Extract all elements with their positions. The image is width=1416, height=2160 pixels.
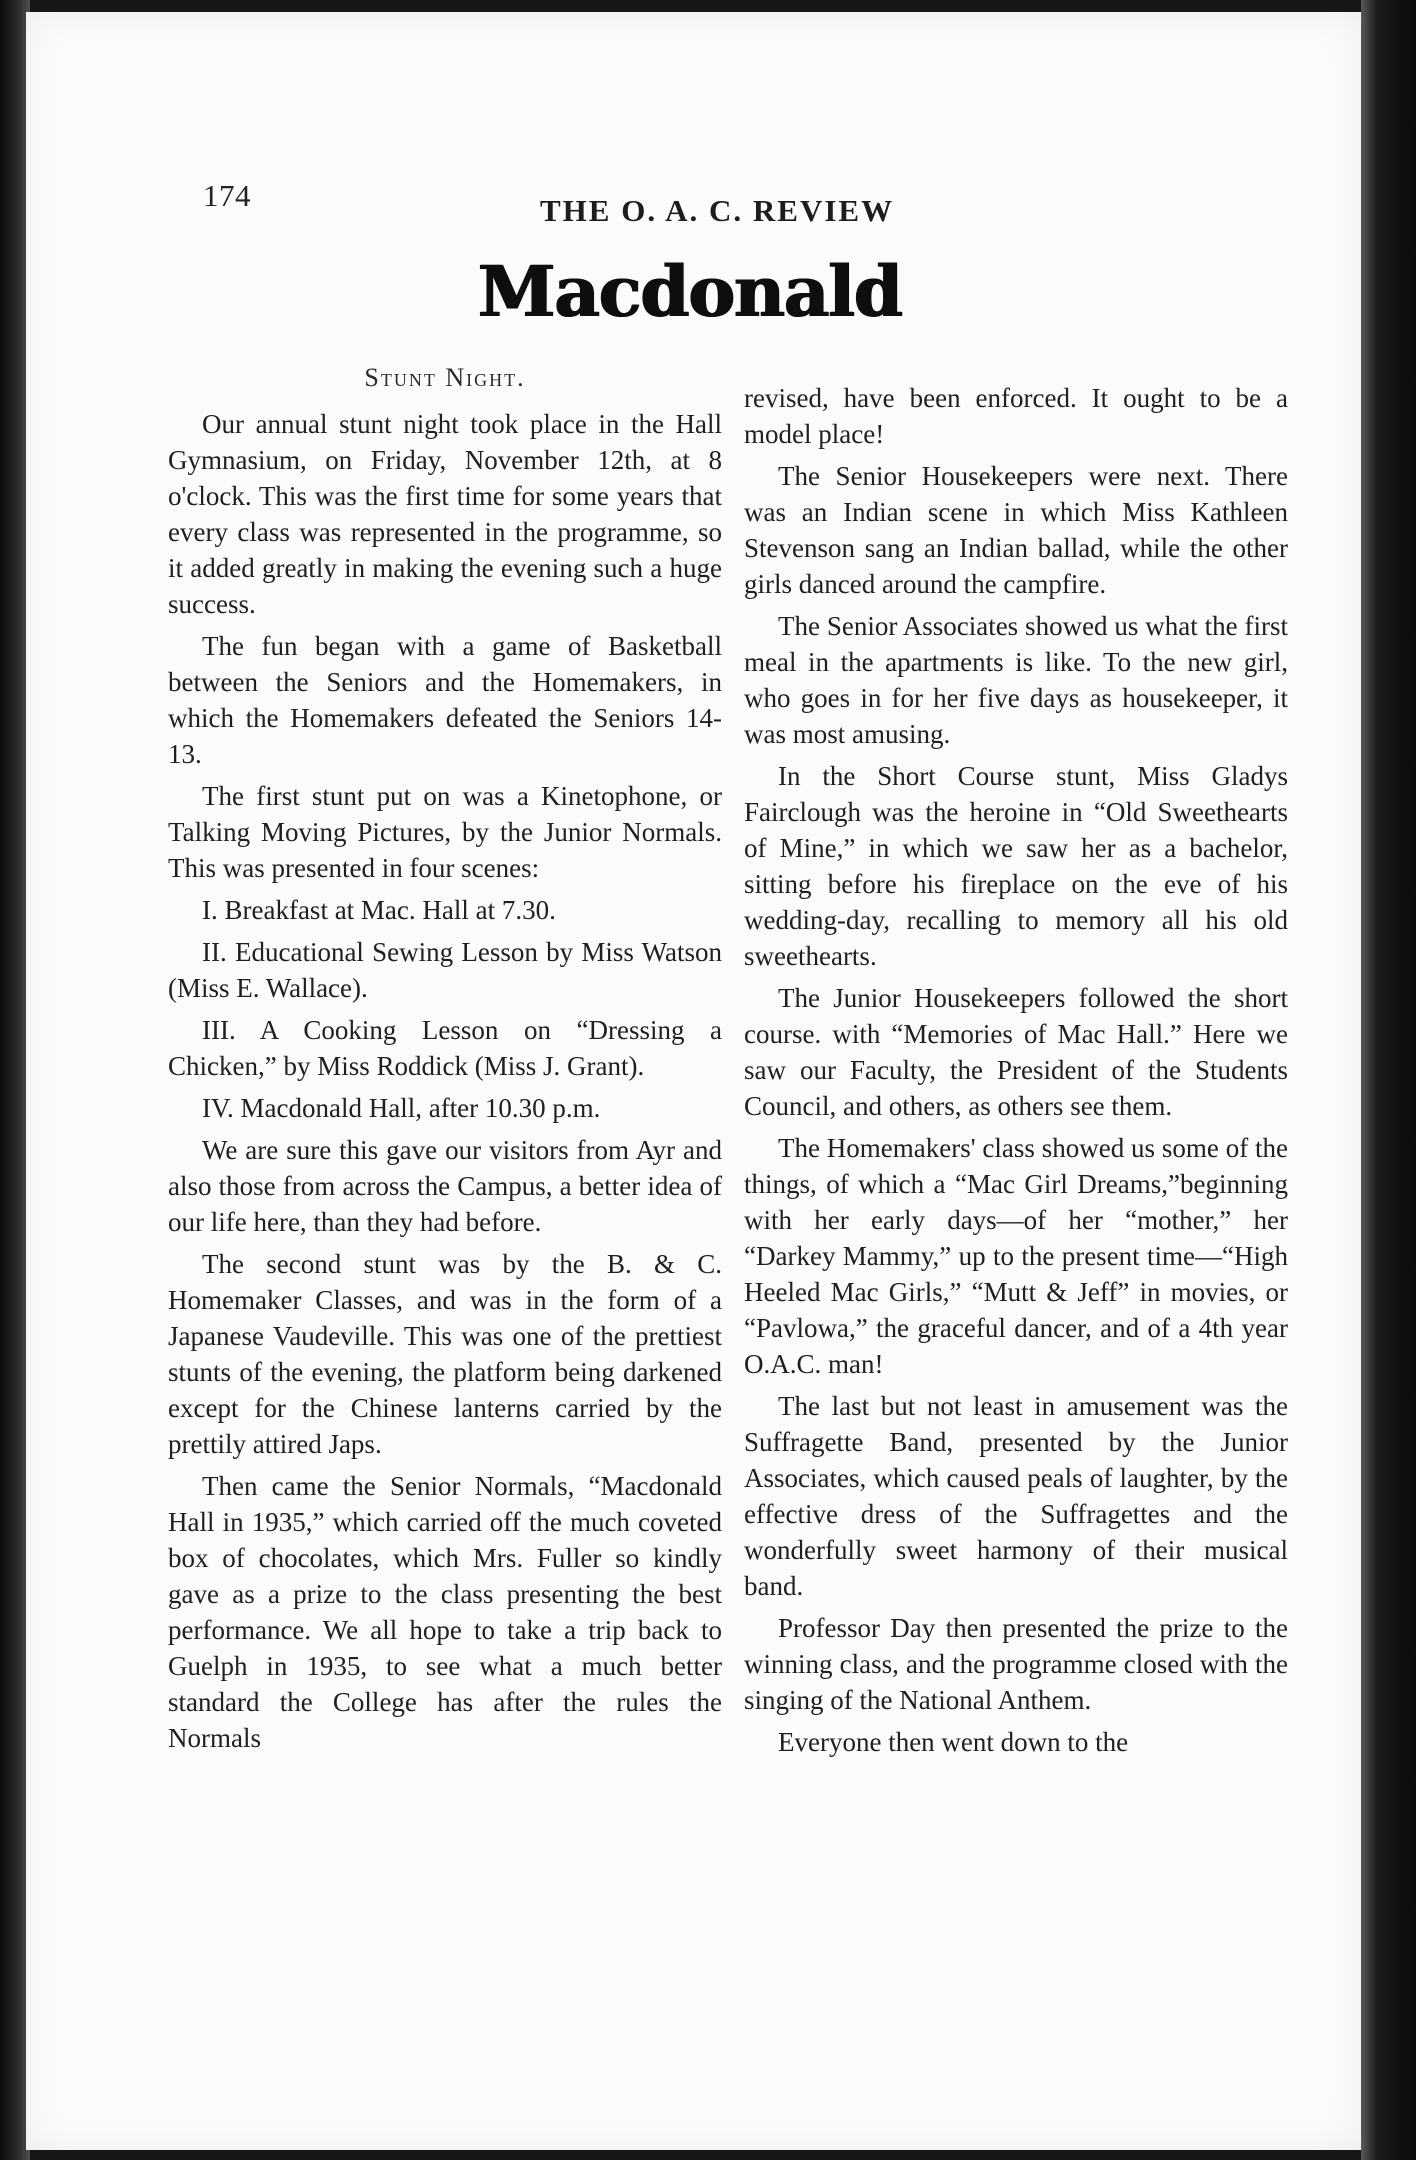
paragraph: In the Short Course stunt, Miss Gladys Fairclough was the heroine in “Old Sweethearts of Mine,” in which we saw her as a bachelor, sitting before his fireplace on the eve of his wedding-day, recalling to memory all his old sweethearts. — [744, 761, 1288, 971]
paragraph-continuation: revised, have been enforced. It ought to be a model place! — [744, 383, 1288, 449]
section-title: Macdonald — [478, 250, 902, 333]
scene-item: I. Breakfast at Mac. Hall at 7.30. — [202, 895, 556, 925]
scene-item: IV. Macdonald Hall, after 10.30 p.m. — [202, 1093, 601, 1123]
paragraph: The Junior Housekeepers followed the short course. with “Memories of Mac Hall.” Here we saw our Faculty, the President of the Students Council, and others, as others see them. — [744, 983, 1288, 1121]
paragraph: The fun began with a game of Basketball between the Seniors and the Homemakers, in which the Homemakers defeated the Seniors 14-13. — [168, 631, 722, 769]
running-title: THE O. A. C. REVIEW — [540, 193, 895, 228]
paragraph: Our annual stunt night took place in the Hall Gymnasium, on Friday, November 12th, at 8 o'clock. This was the first time for some years that every class was represented in the programme, so it added greatly in making the evening such a huge success. — [168, 409, 722, 619]
paragraph: The second stunt was by the B. & C. Homemaker Classes, and was in the form of a Japanese Vaudeville. This was one of the prettiest stunts of the evening, the platform being darkened except for the Chinese lanterns carried by the prettily attired Japs. — [168, 1249, 722, 1459]
paragraph: The Homemakers' class showed us some of the things, of which a “Mac Girl Dreams,”beginning with her early days—of her “mother,” her “Darkey Mammy,” up to the present time—“High Heeled Mac Girls,” “Mutt & Jeff” in movies, or “Pavlowa,” the graceful dancer, and of a 4th year O.A.C. man! — [744, 1133, 1288, 1379]
paragraph: The first stunt put on was a Kinetophone, or Talking Moving Pictures, by the Junior Normals. This was presented in four scenes: — [168, 781, 722, 883]
page-number: 174 — [203, 178, 251, 213]
paragraph: The Senior Associates showed us what the first meal in the apartments is like. To the new girl, who goes in for her five days as housekeeper, it was most amusing. — [744, 611, 1288, 749]
paragraph: The Senior Housekeepers were next. There was an Indian scene in which Miss Kathleen Stevenson sang an Indian ballad, while the other girls danced around the campfire. — [744, 461, 1288, 599]
paragraph: Then came the Senior Normals, “Macdonald Hall in 1935,” which carried off the much coveted box of chocolates, which Mrs. Fuller so kindly gave as a prize to the class presenting the best performance. We all hope to take a trip back to Guelph in 1935, to see what a much better standard the College has after the rules the Normals — [168, 1471, 722, 1753]
paragraph: The last but not least in amusement was the Suffragette Band, presented by the Junior Associates, which caused peals of laughter, by the effective dress of the Suffragettes and the wonderfully sweet harmony of their musical band. — [744, 1391, 1288, 1601]
left-column — [168, 360, 722, 1762]
scene-item: II. Educational Sewing Lesson by Miss Watson (Miss E. Wallace). — [168, 937, 722, 1003]
book-spine-right — [1361, 0, 1416, 2160]
paragraph: We are sure this gave our visitors from Ayr and also those from across the Campus, a better idea of our life here, than they had before. — [168, 1135, 722, 1237]
paragraph: Professor Day then presented the prize to the winning class, and the programme closed with the singing of the National Anthem. — [744, 1613, 1288, 1715]
article-subheading: Stunt Night. — [364, 363, 526, 392]
paragraph: Everyone then went down to the — [778, 1727, 1129, 1757]
right-column — [744, 380, 1288, 1766]
scene-item: III. A Cooking Lesson on “Dressing a Chicken,” by Miss Roddick (Miss J. Grant). — [168, 1015, 722, 1081]
